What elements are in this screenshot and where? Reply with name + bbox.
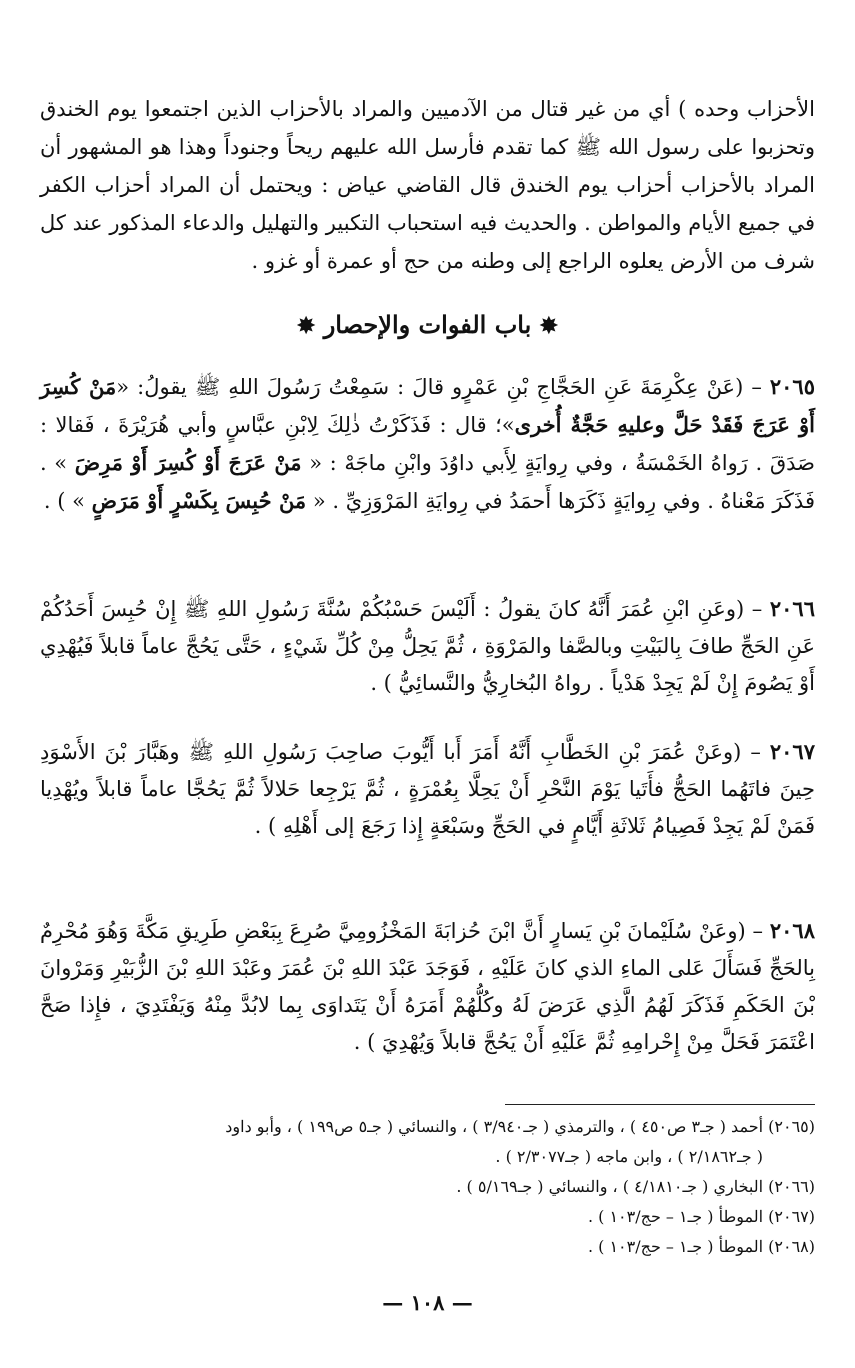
intro-paragraph: الأحزاب وحده ) أي من غير قتال من الآدميين والمراد بالأحزاب الذين اجتمعوا يوم الخندق وتحزبوا على رسول الله ﷺ كما تقدم فأرسل الله عليهم ريحاً وجنوداً وهذا هو المشهور أن المراد بالأحزاب أحزاب يوم الخندق قال القاضي عياض : ويحتمل أن المراد أحزاب الكفر في جميع الأيام والمواطن . والحديث فيه استحباب التكبير والتهليل والدعاء المذكور عند كل شرف من الأرض يعلوه الراجع إلى وطنه من حج أو عمرة أو غزو . bbox=[40, 97, 815, 273]
hadith-number: ٢٠٦٦ bbox=[769, 596, 815, 621]
star-ornament-icon: ✸ bbox=[296, 313, 316, 339]
hadith-number: ٢٠٦٥ bbox=[769, 374, 815, 399]
chapter-title: باب الفوات والإحصار bbox=[323, 310, 532, 339]
hadith-2067 bbox=[40, 733, 815, 845]
hadith-2068 bbox=[40, 912, 815, 1061]
footnote-line: (٢٠٦٧) الموطأ ( جـ١ – حج/١٠٣ ) . bbox=[587, 1207, 815, 1226]
hadith-text: »؛ قال : فَذَكَرْتُ ذٰلِكَ لِابْنِ عبَّاسٍ وأبي هُرَيْرَةَ ، فَقالا : صَدَقَ . رَواهُ الخَمْسَةُ ، وفي رِوايَةٍ لِأَبي داوُدَ وابْنِ ماجَهْ : « bbox=[40, 413, 815, 475]
footnote-line: ( جـ٢/١٨٦٢ ) ، وابن ماجه ( جـ٢/٣٠٧٧ ) . bbox=[495, 1147, 763, 1166]
star-ornament-icon: ✸ bbox=[539, 313, 559, 339]
footnote-line: (٢٠٦٥) أحمد ( جـ٣ ص٤٥٠ ) ، والترمذي ( جـ٣/٩٤٠ ) ، والنسائي ( جـ٥ ص١٩٩ ) ، وأبو داود bbox=[225, 1117, 815, 1136]
hadith-text: » . فَذَكَرَ مَعْناهُ . وفي رِوايَةٍ ذَكَرَها أَحمَدُ في رِوايَةِ المَرْوَزِيِّ . « bbox=[40, 451, 815, 513]
footnote-divider bbox=[505, 1104, 815, 1105]
hadith-quote: مَنْ كُسِرَ أَوْ عَرَجَ فَقَدْ حَلَّ وعليهِ حَجَّةٌ أُخرى bbox=[40, 374, 815, 437]
hadith-number: ٢٠٦٧ bbox=[769, 739, 815, 764]
footnotes bbox=[40, 1112, 815, 1262]
hadith-text: – (وعَنْ سُلَيْمانَ بْنِ يَسارٍ أَنَّ ابْنَ حُزابَةَ المَخْزُومِيَّ صُرِعَ بِبَعْضِ طَرِيقِ مَكَّةَ وَهُوَ مُحْرِمٌ بِالحَجِّ فَسَأَلَ عَلى الماءِ الذي كانَ عَلَيْهِ ، فَوَجَدَ عَبْدَ اللهِ بْنَ عُمَرَ وعَبْدَ اللهِ بْنَ الزُّبَيْرِ وَمَرْوانَ بْنَ الحَكَمِ فَذَكَرَ لَهُمُ الَّذِي عَرَضَ لَهُ وكُلُّهُمْ أَمَرَهُ أَنْ يَتَداوَى بِما لابُدَّ مِنْهُ وَيَفْتَدِيَ ، فإِذا صَحَّ اعْتَمَرَ فَحَلَّ مِنْ إِحْرامِهِ ثُمَّ عَلَيْهِ أَنْ يَحُجَّ قابلاً وَيُهْدِيَ ) . bbox=[40, 919, 815, 1054]
hadith-number: ٢٠٦٨ bbox=[769, 918, 815, 943]
hadith-text: – (وعَنِ ابْنِ عُمَرَ أَنَّهُ كانَ يقولُ : أَلَيْسَ حَسْبُكُمْ سُنَّةَ رَسُولِ اللهِ ﷺ إِنْ حُبِسَ أَحَدُكُمْ عَنِ الحَجِّ طافَ بِالبَيْتِ وبالصَّفا والمَرْوَةِ ، ثُمَّ يَحِلُّ مِنْ كُلِّ شَيْءٍ ، حَتَّى يَحُجَّ عاماً قابلاً فَيُهْدِي أَوْ يَصُومَ إِنْ لَمْ يَجِدْ هَدْياً . رواهُ البُخارِيُّ والنَّسائِيُّ ) . bbox=[40, 597, 815, 695]
hadith-text: – (عَنْ عِكْرِمَةَ عَنِ الحَجَّاجِ بْنِ عَمْرٍو قالَ : سَمِعْتُ رَسُولَ اللهِ ﷺ يقولُ: « bbox=[116, 375, 770, 399]
footnote-line: (٢٠٦٨) الموطأ ( جـ١ – حج/١٠٣ ) . bbox=[587, 1237, 815, 1256]
hadith-quote: مَنْ حُبِسَ بِكَسْرٍ أَوْ مَرَضٍ bbox=[91, 488, 307, 513]
page-number: — ١٠٨ — bbox=[382, 1290, 473, 1315]
footnote-line: (٢٠٦٦) البخاري ( جـ٤/١٨١٠ ) ، والنسائي ( جـ٥/١٦٩ ) . bbox=[456, 1177, 815, 1196]
hadith-2066 bbox=[40, 590, 815, 702]
chapter-heading bbox=[40, 310, 815, 339]
book-page bbox=[40, 0, 815, 1368]
hadith-quote: مَنْ عَرَجَ أَوْ كُسِرَ أَوْ مَرِضَ bbox=[74, 450, 302, 475]
hadith-text: – (وعَنْ عُمَرَ بْنِ الخَطَّابِ أَنَّهُ أَمَرَ أَبا أَيُّوبَ صاحِبَ رَسُولِ اللهِ ﷺ وهَبَّارَ بْنَ الأَسْوَدِ حِينَ فاتَهُما الحَجُّ فأَتَيا يَوْمَ النَّحْرِ أَنْ يَحِلَّا بِعُمْرَةٍ ، ثُمَّ يَرْجِعا حَلالاً ثُمَّ يَحُجَّا عاماً قابلاً ويُهْدِيا فَمَنْ لَمْ يَجِدْ فَصِيامُ ثَلاثَةِ أَيَّامٍ في الحَجِّ وسَبْعَةٍ إِذا رَجَعَ إلى أَهْلِهِ ) . bbox=[40, 740, 815, 838]
hadith-2065 bbox=[40, 368, 815, 520]
hadith-text: » ) . bbox=[43, 489, 92, 513]
